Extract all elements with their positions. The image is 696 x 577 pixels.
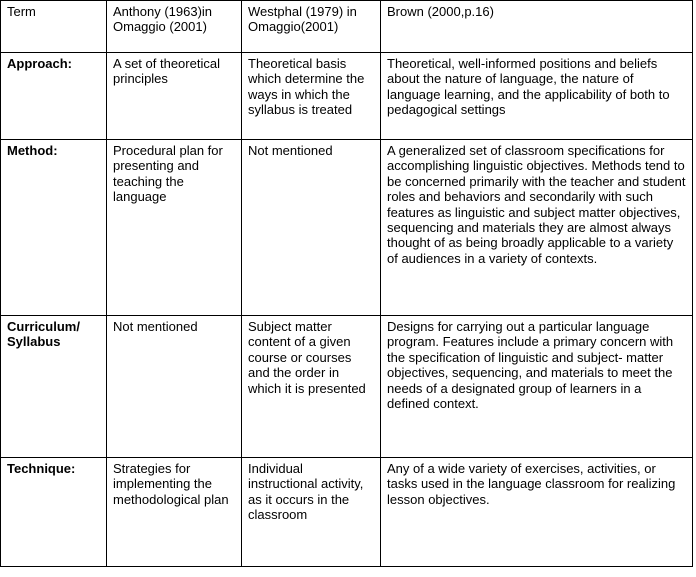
- westphal-definition-cell: Individual instructional activity, as it occurs in the classroom: [242, 458, 381, 567]
- table-row-method: [1, 140, 693, 316]
- anthony-definition-cell: A set of theoretical principles: [107, 53, 242, 140]
- brown-definition-cell: A generalized set of classroom specifications for accomplishing linguistic objectives. Methods tend to be concerned primarily with the teacher and student roles and behaviors and secondarily with such features as linguistic and subject matter objectives, sequencing and materials they are almost always thought of as being broadly applicable to a variety of audiences in a variety of contexts.: [381, 140, 693, 316]
- table-row-approach: [1, 53, 693, 140]
- header-cell-westphal: Westphal (1979) in Omaggio(2001): [242, 1, 381, 53]
- term-cell: Technique:: [1, 458, 107, 567]
- anthony-definition-cell: Strategies for implementing the methodological plan: [107, 458, 242, 567]
- westphal-definition-cell: Theoretical basis which determine the ways in which the syllabus is treated: [242, 53, 381, 140]
- term-cell: Method:: [1, 140, 107, 316]
- term-cell: Approach:: [1, 53, 107, 140]
- westphal-definition-cell: Not mentioned: [242, 140, 381, 316]
- anthony-definition-cell: Not mentioned: [107, 316, 242, 458]
- anthony-definition-cell: Procedural plan for presenting and teaching the language: [107, 140, 242, 316]
- table-row-technique: [1, 458, 693, 567]
- brown-definition-cell: Theoretical, well-informed positions and beliefs about the nature of language, the nature of language learning, and the applicability of both to pedagogical settings: [381, 53, 693, 140]
- header-cell-term: Term: [1, 1, 107, 53]
- table-header-row: [1, 1, 693, 53]
- header-cell-brown: Brown (2000,p.16): [381, 1, 693, 53]
- brown-definition-cell: Any of a wide variety of exercises, activities, or tasks used in the language classroom for realizing lesson objectives.: [381, 458, 693, 567]
- header-cell-anthony: Anthony (1963)in Omaggio (2001): [107, 1, 242, 53]
- brown-definition-cell: Designs for carrying out a particular language program. Features include a primary concern with the specification of linguistic and subject- matter objectives, sequencing, and materials to meet the needs of a designated group of learners in a defined context.: [381, 316, 693, 458]
- table-row-curriculum: [1, 316, 693, 458]
- westphal-definition-cell: Subject matter content of a given course or courses and the order in which it is presented: [242, 316, 381, 458]
- term-cell: Curriculum/ Syllabus: [1, 316, 107, 458]
